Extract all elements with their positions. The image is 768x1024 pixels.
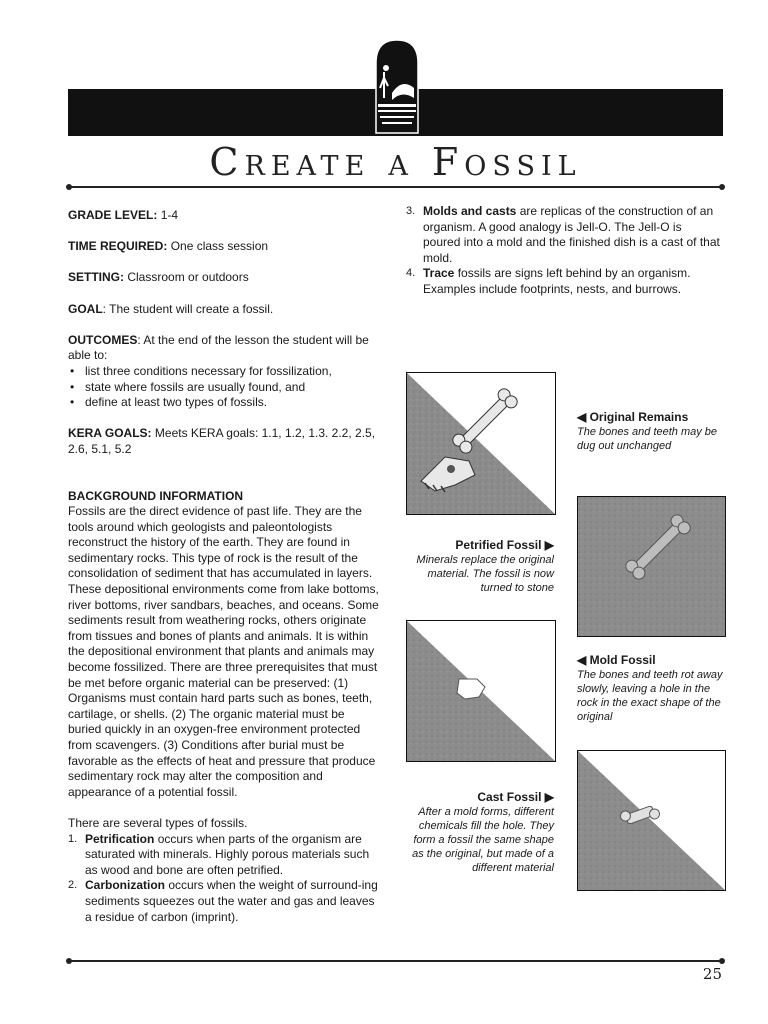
caption-description: After a mold forms, different chemicals fill the hole. They form a fossil the same shape as the original, but made of a different material [412,805,554,874]
petrified-fossil-illustration [577,496,726,637]
setting: SETTING: Classroom or outdoors [68,270,249,285]
cast-fossil-caption [406,790,554,875]
background-text: Fossils are the direct evidence of past life. They are the tools around which geologists and paleontologists reconstruct the history of the earth. They are found in sedimentary rocks. This type of rock is the result of the consolidation of sediment that has accumulated in layers. These depositional environments come from lake bottoms, river bottoms, river sandbars, beaches, and oceans. Some sediments result from weathering rocks, others originate from tissues and bones of plants and animals. It is within the depositional environment that plants and animals may become fossilized. There are three prerequisites that must be met before organic material can be preserved: (1) Organisms must contain hard parts such as bones, teeth, cartilage, or shells. (2) The organic material must be buried quickly in an oxygen-free environment protected from scavengers. (3) Conditions after burial must be favorable as the effects of heat and pressure that produce sedimentary rock may alter the composition and appearance of a potential fossil. [68,504,379,799]
page-number: 25 [702,965,722,983]
petrified-fossil-caption [406,538,554,595]
outcomes-list [68,364,380,411]
caption-title: ◀ Mold Fossil [577,653,656,667]
fossil-types-list-left [68,832,380,926]
caption-description: Minerals replace the original material. The fossil is now turned to stone [416,553,554,594]
mold-fossil-illustration [406,620,556,762]
types-intro: There are several types of fossils. [68,815,248,830]
caption-title: ◀ Original Remains [577,410,689,424]
list-item: • state where fossils are usually found, and [68,380,380,396]
list-item: 4. Trace fossils are signs left behind by an organism. Examples include footprints, nests, and burrows. [406,266,691,296]
list-item: 2. Carbonization occurs when the weight of surround-ing sediments squeezes out the water and gas and leaves a residue of carbon (imprint). [68,878,378,924]
left-column [68,208,380,925]
caption-description: The bones and teeth may be dug out unchanged [577,425,718,452]
list-item: • define at least two types of fossils. [68,395,380,411]
mold-fossil-caption [577,653,727,724]
caption-description: The bones and teeth rot away slowly, leaving a hole in the rock in the exact shape of the original [577,668,723,723]
right-column [406,204,722,298]
outcomes-intro: OUTCOMES: At the end of the lesson the student will be able to: [68,332,369,363]
background-heading: BACKGROUND INFORMATION [68,488,244,503]
kera-goals: KERA GOALS: Meets KERA goals: 1.1, 1.2, 1.3. 2.2, 2.5, 2.6, 5.1, 5.2 [68,426,376,456]
list-item: 3. Molds and casts are replicas of the construction of an organism. A good analogy is Jell-O. The Jell-O is poured into a mold and the finished dish is a cast of that mold. [406,204,720,265]
caption-title: Cast Fossil ▶ [477,790,554,804]
fossil-types-list-right [406,204,722,298]
page-title: Create a Fossil [209,140,582,184]
cast-fossil-illustration [577,750,726,891]
time-required: TIME REQUIRED: One class session [68,239,269,254]
caption-title: Petrified Fossil ▶ [455,538,554,552]
park-logo [372,38,422,138]
original-remains-caption [577,410,727,453]
list-item: • list three conditions necessary for fossilization, [68,364,380,380]
original-remains-illustration [406,372,556,515]
bottom-rule [68,960,723,962]
grade-level: GRADE LEVEL: 1-4 [68,208,179,222]
top-rule [68,186,723,188]
goal: GOAL: The student will create a fossil. [68,301,274,316]
list-item: 1. Petrification occurs when parts of the organism are saturated with minerals. Highly porous materials such as wood and bone are often petrified. [68,831,370,877]
